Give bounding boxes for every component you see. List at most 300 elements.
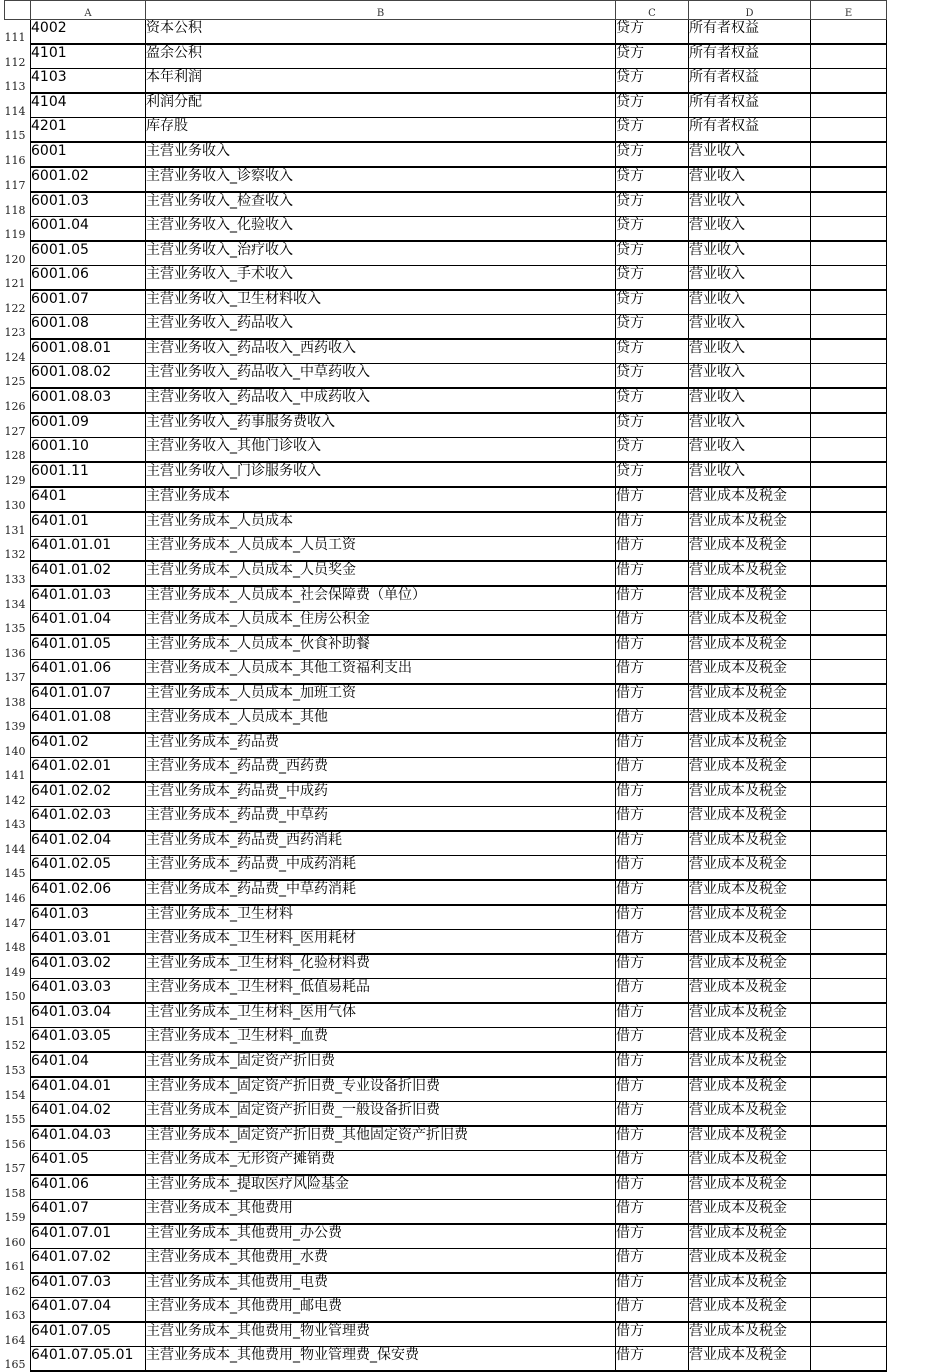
- cell-account-category[interactable]: 营业收入: [689, 192, 811, 217]
- cell-account-category[interactable]: 营业收入: [689, 462, 811, 487]
- cell-column-e[interactable]: [811, 93, 887, 118]
- cell-account-name[interactable]: 主营业务收入_化验收入: [146, 217, 616, 242]
- cell-account-name[interactable]: 主营业务成本_卫生材料_化验材料费: [146, 954, 616, 979]
- row-number[interactable]: 150: [5, 979, 31, 1004]
- cell-account-category[interactable]: 营业成本及税金: [689, 782, 811, 807]
- cell-balance-direction[interactable]: 借方: [616, 782, 689, 807]
- row-number[interactable]: 139: [5, 709, 31, 734]
- cell-account-name[interactable]: 主营业务收入_其他门诊收入: [146, 438, 616, 463]
- row-number[interactable]: 146: [5, 880, 31, 905]
- cell-column-e[interactable]: [811, 167, 887, 192]
- cell-account-code[interactable]: 4104: [31, 93, 146, 118]
- cell-account-code[interactable]: 6401.01.06: [31, 660, 146, 685]
- cell-account-name[interactable]: 主营业务成本_其他费用_物业管理费_保安费: [146, 1347, 616, 1372]
- cell-column-e[interactable]: [811, 537, 887, 562]
- cell-account-category[interactable]: 所有者权益: [689, 20, 811, 45]
- row-number[interactable]: 149: [5, 954, 31, 979]
- row-number[interactable]: 165: [5, 1347, 31, 1372]
- cell-column-e[interactable]: [811, 1028, 887, 1053]
- cell-account-category[interactable]: 营业成本及税金: [689, 807, 811, 832]
- cell-account-code[interactable]: 6401.06: [31, 1175, 146, 1200]
- cell-account-name[interactable]: 主营业务成本_其他费用_邮电费: [146, 1298, 616, 1323]
- cell-account-category[interactable]: 营业收入: [689, 438, 811, 463]
- cell-account-category[interactable]: 营业成本及税金: [689, 1224, 811, 1249]
- cell-account-code[interactable]: 6401.07.05: [31, 1322, 146, 1347]
- cell-balance-direction[interactable]: 借方: [616, 733, 689, 758]
- cell-balance-direction[interactable]: 贷方: [616, 69, 689, 94]
- cell-balance-direction[interactable]: 贷方: [616, 266, 689, 291]
- cell-account-code[interactable]: 6401.02.01: [31, 758, 146, 783]
- cell-column-e[interactable]: [811, 856, 887, 881]
- cell-account-code[interactable]: 6401.03.03: [31, 979, 146, 1004]
- cell-account-name[interactable]: 主营业务收入_药事服务费收入: [146, 413, 616, 438]
- cell-balance-direction[interactable]: 贷方: [616, 339, 689, 364]
- row-number[interactable]: 136: [5, 635, 31, 660]
- cell-column-e[interactable]: [811, 1052, 887, 1077]
- cell-column-e[interactable]: [811, 1151, 887, 1176]
- cell-account-code[interactable]: 6401.07.05.01: [31, 1347, 146, 1372]
- cell-account-code[interactable]: 6401.01.07: [31, 684, 146, 709]
- cell-account-code[interactable]: 6401.04.03: [31, 1126, 146, 1151]
- cell-account-name[interactable]: 主营业务成本_提取医疗风险基金: [146, 1175, 616, 1200]
- cell-account-name[interactable]: 盈余公积: [146, 44, 616, 69]
- cell-column-e[interactable]: [811, 586, 887, 611]
- cell-account-name[interactable]: 主营业务成本_卫生材料_医用气体: [146, 1003, 616, 1028]
- row-number[interactable]: 117: [5, 167, 31, 192]
- cell-account-category[interactable]: 营业成本及税金: [689, 487, 811, 512]
- cell-column-e[interactable]: [811, 512, 887, 537]
- cell-balance-direction[interactable]: 借方: [616, 611, 689, 636]
- cell-account-name[interactable]: 主营业务成本_卫生材料_血费: [146, 1028, 616, 1053]
- row-number[interactable]: 123: [5, 315, 31, 340]
- cell-account-name[interactable]: 主营业务收入_药品收入_西药收入: [146, 339, 616, 364]
- cell-account-category[interactable]: 营业成本及税金: [689, 1126, 811, 1151]
- row-number[interactable]: 116: [5, 142, 31, 167]
- cell-account-name[interactable]: 主营业务成本_其他费用_物业管理费: [146, 1322, 616, 1347]
- row-number[interactable]: 133: [5, 561, 31, 586]
- cell-account-code[interactable]: 6401.01.08: [31, 709, 146, 734]
- row-number[interactable]: 131: [5, 512, 31, 537]
- cell-column-e[interactable]: [811, 388, 887, 413]
- cell-account-category[interactable]: 营业成本及税金: [689, 954, 811, 979]
- row-number[interactable]: 124: [5, 339, 31, 364]
- cell-column-e[interactable]: [811, 733, 887, 758]
- cell-column-e[interactable]: [811, 1322, 887, 1347]
- cell-account-code[interactable]: 6401.05: [31, 1151, 146, 1176]
- cell-balance-direction[interactable]: 贷方: [616, 192, 689, 217]
- cell-account-name[interactable]: 主营业务收入_诊察收入: [146, 167, 616, 192]
- cell-column-e[interactable]: [811, 1224, 887, 1249]
- cell-column-e[interactable]: [811, 315, 887, 340]
- cell-balance-direction[interactable]: 借方: [616, 1003, 689, 1028]
- cell-account-name[interactable]: 主营业务成本_药品费_中成药: [146, 782, 616, 807]
- cell-balance-direction[interactable]: 借方: [616, 1273, 689, 1298]
- cell-column-e[interactable]: [811, 905, 887, 930]
- cell-account-name[interactable]: 主营业务收入: [146, 142, 616, 167]
- cell-column-e[interactable]: [811, 118, 887, 143]
- cell-account-name[interactable]: 主营业务成本_人员成本_加班工资: [146, 684, 616, 709]
- row-number[interactable]: 144: [5, 831, 31, 856]
- cell-column-e[interactable]: [811, 142, 887, 167]
- cell-column-e[interactable]: [811, 1273, 887, 1298]
- cell-account-name[interactable]: 主营业务成本_人员成本_住房公积金: [146, 611, 616, 636]
- row-number[interactable]: 122: [5, 290, 31, 315]
- cell-balance-direction[interactable]: 借方: [616, 1322, 689, 1347]
- cell-account-category[interactable]: 营业成本及税金: [689, 1322, 811, 1347]
- cell-account-code[interactable]: 6401.07.02: [31, 1249, 146, 1274]
- cell-account-category[interactable]: 营业成本及税金: [689, 758, 811, 783]
- cell-account-code[interactable]: 6401.02.06: [31, 880, 146, 905]
- cell-account-name[interactable]: 主营业务收入_药品收入: [146, 315, 616, 340]
- cell-account-category[interactable]: 营业成本及税金: [689, 1052, 811, 1077]
- cell-balance-direction[interactable]: 贷方: [616, 20, 689, 45]
- cell-account-name[interactable]: 主营业务成本_卫生材料_医用耗材: [146, 930, 616, 955]
- row-number[interactable]: 118: [5, 192, 31, 217]
- cell-account-code[interactable]: 6001.02: [31, 167, 146, 192]
- cell-balance-direction[interactable]: 贷方: [616, 167, 689, 192]
- cell-column-e[interactable]: [811, 69, 887, 94]
- cell-account-category[interactable]: 营业成本及税金: [689, 512, 811, 537]
- cell-account-code[interactable]: 6401.03.05: [31, 1028, 146, 1053]
- cell-account-code[interactable]: 4101: [31, 44, 146, 69]
- cell-account-category[interactable]: 营业成本及税金: [689, 733, 811, 758]
- cell-account-category[interactable]: 营业收入: [689, 364, 811, 389]
- row-number[interactable]: 128: [5, 438, 31, 463]
- cell-account-code[interactable]: 6001.05: [31, 241, 146, 266]
- cell-balance-direction[interactable]: 借方: [616, 1151, 689, 1176]
- cell-account-category[interactable]: 营业收入: [689, 217, 811, 242]
- cell-account-name[interactable]: 主营业务成本_固定资产折旧费_一般设备折旧费: [146, 1102, 616, 1127]
- cell-account-category[interactable]: 营业收入: [689, 167, 811, 192]
- cell-account-name[interactable]: 主营业务成本_无形资产摊销费: [146, 1151, 616, 1176]
- row-number[interactable]: 114: [5, 93, 31, 118]
- cell-balance-direction[interactable]: 借方: [616, 979, 689, 1004]
- cell-account-category[interactable]: 营业成本及税金: [689, 660, 811, 685]
- row-number[interactable]: 147: [5, 905, 31, 930]
- cell-column-e[interactable]: [811, 684, 887, 709]
- cell-account-name[interactable]: 主营业务成本_药品费_中成药消耗: [146, 856, 616, 881]
- cell-column-e[interactable]: [811, 1102, 887, 1127]
- cell-account-code[interactable]: 4002: [31, 20, 146, 45]
- cell-balance-direction[interactable]: 借方: [616, 1200, 689, 1225]
- cell-column-e[interactable]: [811, 1175, 887, 1200]
- cell-column-e[interactable]: [811, 758, 887, 783]
- cell-account-name[interactable]: 主营业务成本: [146, 487, 616, 512]
- cell-column-e[interactable]: [811, 339, 887, 364]
- cell-account-name[interactable]: 主营业务成本_其他费用_水费: [146, 1249, 616, 1274]
- row-number[interactable]: 135: [5, 611, 31, 636]
- cell-account-code[interactable]: 6401.03: [31, 905, 146, 930]
- row-number[interactable]: 143: [5, 807, 31, 832]
- cell-column-e[interactable]: [811, 709, 887, 734]
- row-number[interactable]: 142: [5, 782, 31, 807]
- row-number[interactable]: 120: [5, 241, 31, 266]
- cell-column-e[interactable]: [811, 462, 887, 487]
- row-number[interactable]: 157: [5, 1151, 31, 1176]
- cell-column-e[interactable]: [811, 44, 887, 69]
- cell-balance-direction[interactable]: 贷方: [616, 93, 689, 118]
- row-number[interactable]: 132: [5, 537, 31, 562]
- cell-balance-direction[interactable]: 借方: [616, 1102, 689, 1127]
- cell-account-code[interactable]: 6401.01.01: [31, 537, 146, 562]
- cell-account-code[interactable]: 6401.01.04: [31, 611, 146, 636]
- cell-account-category[interactable]: 营业收入: [689, 241, 811, 266]
- cell-column-e[interactable]: [811, 364, 887, 389]
- cell-balance-direction[interactable]: 借方: [616, 1077, 689, 1102]
- column-header-b[interactable]: B: [146, 1, 616, 20]
- cell-account-name[interactable]: 利润分配: [146, 93, 616, 118]
- cell-account-category[interactable]: 营业成本及税金: [689, 586, 811, 611]
- cell-account-category[interactable]: 营业收入: [689, 315, 811, 340]
- cell-account-name[interactable]: 主营业务成本_人员成本_伙食补助餐: [146, 635, 616, 660]
- cell-account-name[interactable]: 主营业务成本_人员成本_社会保障费（单位）: [146, 586, 616, 611]
- cell-account-code[interactable]: 6401.02.05: [31, 856, 146, 881]
- cell-account-category[interactable]: 营业成本及税金: [689, 1077, 811, 1102]
- cell-account-code[interactable]: 6401.01.02: [31, 561, 146, 586]
- cell-balance-direction[interactable]: 借方: [616, 487, 689, 512]
- cell-account-name[interactable]: 主营业务成本_药品费_中草药: [146, 807, 616, 832]
- cell-column-e[interactable]: [811, 266, 887, 291]
- row-number[interactable]: 137: [5, 660, 31, 685]
- column-header-e[interactable]: E: [811, 1, 887, 20]
- cell-balance-direction[interactable]: 借方: [616, 856, 689, 881]
- cell-account-category[interactable]: 营业成本及税金: [689, 1151, 811, 1176]
- cell-account-category[interactable]: 营业成本及税金: [689, 979, 811, 1004]
- cell-account-category[interactable]: 营业成本及税金: [689, 1249, 811, 1274]
- cell-account-name[interactable]: 主营业务成本_人员成本_人员工资: [146, 537, 616, 562]
- cell-account-name[interactable]: 主营业务成本_药品费_中草药消耗: [146, 880, 616, 905]
- row-number[interactable]: 154: [5, 1077, 31, 1102]
- cell-account-code[interactable]: 6001.08.03: [31, 388, 146, 413]
- cell-column-e[interactable]: [811, 241, 887, 266]
- cell-column-e[interactable]: [811, 1077, 887, 1102]
- cell-column-e[interactable]: [811, 660, 887, 685]
- cell-account-name[interactable]: 主营业务收入_手术收入: [146, 266, 616, 291]
- row-number[interactable]: 111: [5, 20, 31, 45]
- cell-account-name[interactable]: 主营业务成本_其他费用_办公费: [146, 1224, 616, 1249]
- row-number[interactable]: 129: [5, 462, 31, 487]
- cell-account-category[interactable]: 所有者权益: [689, 118, 811, 143]
- cell-balance-direction[interactable]: 借方: [616, 880, 689, 905]
- column-header-a[interactable]: A: [31, 1, 146, 20]
- cell-column-e[interactable]: [811, 611, 887, 636]
- cell-account-category[interactable]: 营业成本及税金: [689, 1028, 811, 1053]
- cell-account-name[interactable]: 主营业务成本_药品费_西药费: [146, 758, 616, 783]
- cell-account-category[interactable]: 营业成本及税金: [689, 880, 811, 905]
- cell-account-code[interactable]: 6401: [31, 487, 146, 512]
- cell-account-code[interactable]: 6401.02.04: [31, 831, 146, 856]
- cell-account-code[interactable]: 6001.07: [31, 290, 146, 315]
- cell-account-category[interactable]: 营业收入: [689, 290, 811, 315]
- cell-balance-direction[interactable]: 借方: [616, 954, 689, 979]
- cell-account-category[interactable]: 营业成本及税金: [689, 1003, 811, 1028]
- cell-account-code[interactable]: 6401.04.01: [31, 1077, 146, 1102]
- cell-account-name[interactable]: 主营业务成本_人员成本_其他: [146, 709, 616, 734]
- cell-account-category[interactable]: 营业成本及税金: [689, 561, 811, 586]
- cell-balance-direction[interactable]: 借方: [616, 1052, 689, 1077]
- cell-column-e[interactable]: [811, 290, 887, 315]
- cell-account-code[interactable]: 6401.07.01: [31, 1224, 146, 1249]
- cell-balance-direction[interactable]: 借方: [616, 1175, 689, 1200]
- cell-account-category[interactable]: 营业收入: [689, 339, 811, 364]
- cell-account-category[interactable]: 营业成本及税金: [689, 635, 811, 660]
- row-number[interactable]: 127: [5, 413, 31, 438]
- row-number[interactable]: 115: [5, 118, 31, 143]
- cell-account-code[interactable]: 4201: [31, 118, 146, 143]
- cell-account-category[interactable]: 营业收入: [689, 413, 811, 438]
- cell-account-code[interactable]: 6001.09: [31, 413, 146, 438]
- cell-balance-direction[interactable]: 借方: [616, 1298, 689, 1323]
- row-number[interactable]: 134: [5, 586, 31, 611]
- cell-balance-direction[interactable]: 借方: [616, 561, 689, 586]
- row-number[interactable]: 161: [5, 1249, 31, 1274]
- cell-account-category[interactable]: 营业成本及税金: [689, 684, 811, 709]
- row-number[interactable]: 163: [5, 1298, 31, 1323]
- cell-account-code[interactable]: 6401.01.05: [31, 635, 146, 660]
- cell-balance-direction[interactable]: 贷方: [616, 388, 689, 413]
- row-number[interactable]: 162: [5, 1273, 31, 1298]
- cell-account-name[interactable]: 主营业务成本_其他费用: [146, 1200, 616, 1225]
- cell-account-category[interactable]: 营业成本及税金: [689, 537, 811, 562]
- cell-account-category[interactable]: 所有者权益: [689, 69, 811, 94]
- cell-balance-direction[interactable]: 贷方: [616, 364, 689, 389]
- cell-account-code[interactable]: 6401.07.04: [31, 1298, 146, 1323]
- row-number[interactable]: 121: [5, 266, 31, 291]
- cell-account-code[interactable]: 6401.07.03: [31, 1273, 146, 1298]
- cell-account-name[interactable]: 主营业务成本_人员成本_人员奖金: [146, 561, 616, 586]
- cell-column-e[interactable]: [811, 1200, 887, 1225]
- cell-column-e[interactable]: [811, 782, 887, 807]
- cell-column-e[interactable]: [811, 1003, 887, 1028]
- cell-balance-direction[interactable]: 贷方: [616, 142, 689, 167]
- cell-column-e[interactable]: [811, 413, 887, 438]
- cell-balance-direction[interactable]: 借方: [616, 1347, 689, 1372]
- cell-account-name[interactable]: 本年利润: [146, 69, 616, 94]
- cell-account-category[interactable]: 营业成本及税金: [689, 905, 811, 930]
- cell-account-name[interactable]: 主营业务成本_卫生材料: [146, 905, 616, 930]
- cell-balance-direction[interactable]: 借方: [616, 537, 689, 562]
- cell-account-name[interactable]: 主营业务收入_门诊服务收入: [146, 462, 616, 487]
- cell-column-e[interactable]: [811, 192, 887, 217]
- cell-column-e[interactable]: [811, 438, 887, 463]
- cell-account-code[interactable]: 6001.03: [31, 192, 146, 217]
- cell-account-code[interactable]: 6401.01: [31, 512, 146, 537]
- cell-balance-direction[interactable]: 贷方: [616, 315, 689, 340]
- row-number[interactable]: 159: [5, 1200, 31, 1225]
- cell-account-name[interactable]: 主营业务成本_人员成本: [146, 512, 616, 537]
- cell-column-e[interactable]: [811, 831, 887, 856]
- cell-account-category[interactable]: 营业成本及税金: [689, 611, 811, 636]
- cell-balance-direction[interactable]: 贷方: [616, 462, 689, 487]
- cell-account-code[interactable]: 6401.04.02: [31, 1102, 146, 1127]
- cell-balance-direction[interactable]: 借方: [616, 758, 689, 783]
- cell-account-category[interactable]: 营业成本及税金: [689, 1298, 811, 1323]
- row-number[interactable]: 156: [5, 1126, 31, 1151]
- cell-account-code[interactable]: 6401.01.03: [31, 586, 146, 611]
- cell-account-name[interactable]: 主营业务收入_药品收入_中草药收入: [146, 364, 616, 389]
- cell-column-e[interactable]: [811, 217, 887, 242]
- cell-account-code[interactable]: 6001.08: [31, 315, 146, 340]
- cell-column-e[interactable]: [811, 487, 887, 512]
- cell-account-code[interactable]: 6001: [31, 142, 146, 167]
- cell-column-e[interactable]: [811, 635, 887, 660]
- cell-balance-direction[interactable]: 借方: [616, 1249, 689, 1274]
- row-number[interactable]: 113: [5, 69, 31, 94]
- cell-account-category[interactable]: 营业收入: [689, 266, 811, 291]
- cell-account-code[interactable]: 4103: [31, 69, 146, 94]
- column-header-d[interactable]: D: [689, 1, 811, 20]
- cell-account-code[interactable]: 6401.03.04: [31, 1003, 146, 1028]
- column-header-c[interactable]: C: [616, 1, 689, 20]
- cell-balance-direction[interactable]: 贷方: [616, 290, 689, 315]
- cell-account-name[interactable]: 库存股: [146, 118, 616, 143]
- cell-account-code[interactable]: 6001.11: [31, 462, 146, 487]
- cell-balance-direction[interactable]: 贷方: [616, 118, 689, 143]
- cell-account-code[interactable]: 6401.02.03: [31, 807, 146, 832]
- row-number[interactable]: 151: [5, 1003, 31, 1028]
- cell-balance-direction[interactable]: 借方: [616, 512, 689, 537]
- row-number[interactable]: 160: [5, 1224, 31, 1249]
- cell-account-name[interactable]: 主营业务成本_药品费_西药消耗: [146, 831, 616, 856]
- cell-account-category[interactable]: 营业成本及税金: [689, 1175, 811, 1200]
- cell-account-code[interactable]: 6401.02: [31, 733, 146, 758]
- cell-account-category[interactable]: 营业成本及税金: [689, 1200, 811, 1225]
- row-number[interactable]: 153: [5, 1052, 31, 1077]
- cell-balance-direction[interactable]: 借方: [616, 930, 689, 955]
- row-number[interactable]: 145: [5, 856, 31, 881]
- row-number[interactable]: 140: [5, 733, 31, 758]
- cell-account-name[interactable]: 主营业务成本_固定资产折旧费_其他固定资产折旧费: [146, 1126, 616, 1151]
- cell-balance-direction[interactable]: 借方: [616, 1028, 689, 1053]
- cell-account-code[interactable]: 6401.04: [31, 1052, 146, 1077]
- cell-account-code[interactable]: 6001.04: [31, 217, 146, 242]
- cell-account-category[interactable]: 营业收入: [689, 142, 811, 167]
- cell-balance-direction[interactable]: 贷方: [616, 413, 689, 438]
- cell-account-name[interactable]: 主营业务成本_固定资产折旧费: [146, 1052, 616, 1077]
- cell-account-category[interactable]: 营业成本及税金: [689, 1347, 811, 1372]
- cell-column-e[interactable]: [811, 1249, 887, 1274]
- row-number[interactable]: 148: [5, 930, 31, 955]
- cell-account-category[interactable]: 营业成本及税金: [689, 1273, 811, 1298]
- row-number[interactable]: 158: [5, 1175, 31, 1200]
- cell-account-name[interactable]: 主营业务收入_药品收入_中成药收入: [146, 388, 616, 413]
- cell-account-category[interactable]: 营业成本及税金: [689, 709, 811, 734]
- cell-account-name[interactable]: 主营业务成本_卫生材料_低值易耗品: [146, 979, 616, 1004]
- cell-account-category[interactable]: 营业收入: [689, 388, 811, 413]
- cell-column-e[interactable]: [811, 880, 887, 905]
- row-number[interactable]: 125: [5, 364, 31, 389]
- cell-account-code[interactable]: 6001.06: [31, 266, 146, 291]
- cell-column-e[interactable]: [811, 20, 887, 45]
- cell-column-e[interactable]: [811, 930, 887, 955]
- cell-balance-direction[interactable]: 借方: [616, 1224, 689, 1249]
- cell-balance-direction[interactable]: 借方: [616, 831, 689, 856]
- row-number[interactable]: 164: [5, 1322, 31, 1347]
- cell-account-code[interactable]: 6401.02.02: [31, 782, 146, 807]
- cell-column-e[interactable]: [811, 954, 887, 979]
- cell-account-category[interactable]: 营业成本及税金: [689, 930, 811, 955]
- cell-account-code[interactable]: 6001.08.01: [31, 339, 146, 364]
- cell-account-code[interactable]: 6401.03.02: [31, 954, 146, 979]
- cell-balance-direction[interactable]: 借方: [616, 635, 689, 660]
- cell-balance-direction[interactable]: 借方: [616, 684, 689, 709]
- cell-account-code[interactable]: 6001.08.02: [31, 364, 146, 389]
- cell-column-e[interactable]: [811, 561, 887, 586]
- cell-account-category[interactable]: 营业成本及税金: [689, 831, 811, 856]
- cell-account-category[interactable]: 所有者权益: [689, 44, 811, 69]
- cell-balance-direction[interactable]: 借方: [616, 709, 689, 734]
- cell-account-name[interactable]: 主营业务成本_固定资产折旧费_专业设备折旧费: [146, 1077, 616, 1102]
